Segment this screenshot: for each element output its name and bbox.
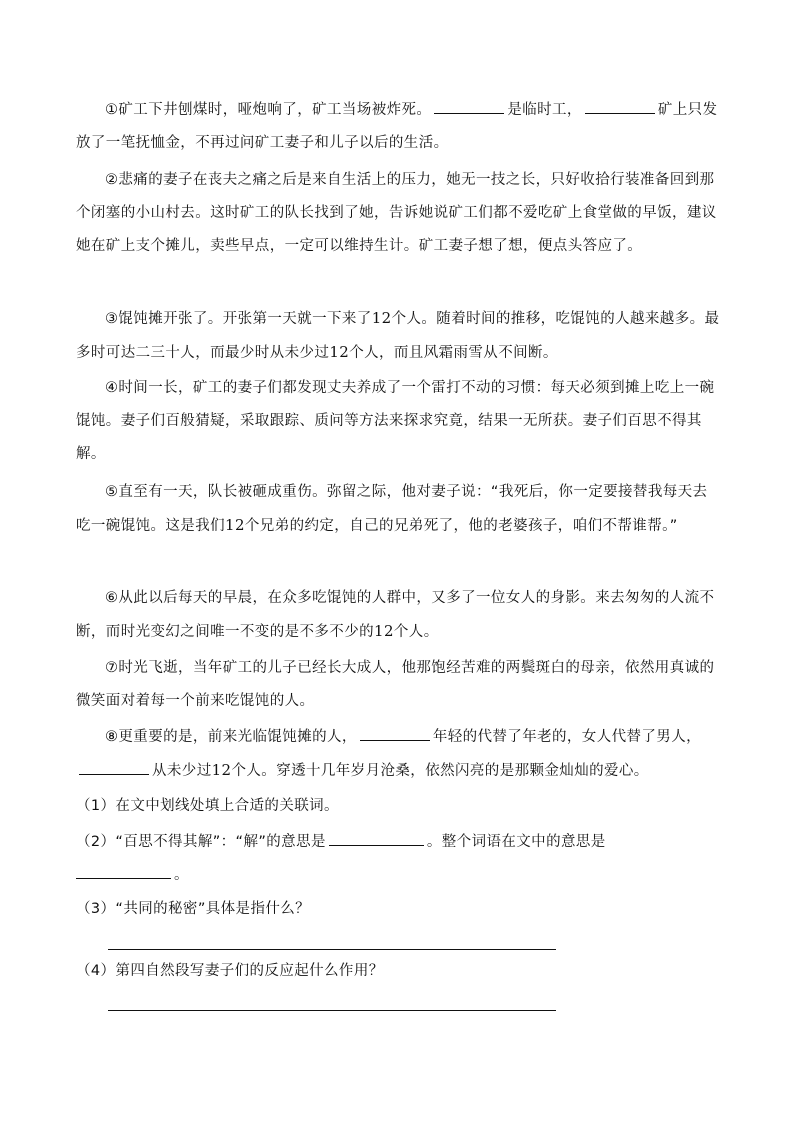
answer-line[interactable] — [108, 1010, 556, 1011]
paragraph-text: 从未少过 — [152, 763, 212, 779]
paragraph-6 — [76, 582, 720, 649]
paragraph-marker: ⑥ — [105, 590, 119, 606]
paragraph-text: 个人，而且风霜雨雪从不间断。 — [349, 345, 558, 361]
paragraph-marker: ⑦ — [105, 660, 119, 676]
paragraph-text: 矿上只发放了一笔抚恤金，不再过问矿工妻子和儿子以后的生活。 — [76, 102, 718, 151]
paragraph-marker: ① — [105, 102, 119, 118]
number: 12 — [329, 343, 350, 361]
paragraph-7 — [76, 652, 720, 718]
question-2 — [76, 826, 720, 892]
paragraph-text: 时光飞逝，当年矿工的儿子已经长大成人，他那饱经苦难的两鬓斑白的母亲，依然用真诚的微笑面对着每一个前来吃馄饨的人。 — [76, 660, 715, 709]
question-4: （4）第四自然段写妻子们的反应起什么作用？ — [76, 963, 384, 979]
fill-in-blank[interactable] — [585, 99, 655, 114]
fill-in-blank[interactable] — [79, 760, 149, 775]
answer-line[interactable] — [108, 949, 556, 950]
paragraph-8 — [76, 721, 720, 788]
paragraph-marker: ⑤ — [105, 484, 119, 500]
paragraph-text: 更重要的是，前来光临馄饨摊的人， — [118, 729, 357, 745]
question-text: 。 — [174, 867, 189, 883]
paragraph-text: 馄饨摊开张了。开张第一天就一下来了 — [118, 311, 372, 327]
paragraph-text: 个兄弟的约定，自己的兄弟死了，他的老婆孩子，咱们不帮谁帮。” — [244, 518, 678, 534]
paragraph-text: 个人。随着时间的推移，吃馄饨的人越来越多。最多时可达二三十人，而最少时从未少过 — [76, 311, 720, 361]
paragraph-2 — [76, 164, 720, 263]
paragraph-text: 时间一长，矿工的妻子们都发现丈夫养成了一个雷打不动的习惯：每天必须到摊上吃上一碗馄饨。妻子们百般猜疑，采取跟踪、质问等方法来探求究竟，结果一无所获。妻子们百思不得其解。 — [76, 380, 715, 462]
paragraph-text: 个人。 — [393, 624, 439, 640]
question-text: 。整个词语在文中的意思是 — [426, 834, 606, 850]
number: 12 — [374, 622, 394, 640]
number: 12 — [371, 309, 392, 327]
paragraph-text: 悲痛的妻子在丧夫之痛之后是来自生活上的压力，她无一技之长，只好收拾行装准备回到那个闭塞的小山村去。这时矿工的队长找到了她，告诉她说矿工们都不爱吃矿上食堂做的早饭，建议她在矿上支个摊儿，卖些早点，一定可以维持生计。矿工妻子想了想，便点头答应了。 — [76, 172, 717, 254]
paragraph-text: 直至有一天，队长被砸成重伤。弥留之际，他对妻子说：“我死后，你一定要接替我每天去吃一碗馄饨。这是我们 — [76, 484, 708, 534]
question-text: （2）“百思不得其解”：“解”的意思是 — [76, 834, 326, 850]
paragraph-text: 从此以后每天的早晨，在众多吃馄饨的人群中，又多了一位女人的身影。来去匆匆的人流不断，而时光变幻之间唯一不变的是不多不少的 — [76, 590, 715, 640]
paragraph-marker: ③ — [105, 311, 119, 327]
question-3: （3）“共同的秘密”具体是指什么？ — [76, 901, 311, 917]
paragraph-marker: ④ — [105, 380, 119, 396]
answer-blank[interactable] — [329, 831, 424, 846]
paragraph-3 — [76, 302, 720, 370]
fill-in-blank[interactable] — [434, 99, 504, 114]
paragraph-5 — [76, 476, 720, 543]
paragraph-marker: ② — [105, 172, 119, 188]
paragraph-text: 个人。穿透十几年岁月沧桑，依然闪亮的是那颗金灿灿的爱心。 — [231, 763, 649, 779]
paragraph-text: 年轻的代替了年老的，女人代替了男人， — [432, 729, 702, 745]
number: 12 — [211, 761, 232, 779]
paragraph-marker: ⑧ — [105, 729, 119, 745]
number: 12 — [225, 516, 245, 534]
question-1: （1）在文中划线处填上合适的关联词。 — [76, 798, 339, 814]
paragraph-1 — [76, 94, 720, 160]
fill-in-blank[interactable] — [360, 726, 430, 741]
paragraph-text: 矿工下井刨煤时，哑炮响了，矿工当场被炸死。 — [118, 102, 432, 118]
paragraph-text: 是临时工， — [507, 102, 582, 118]
paragraph-4 — [76, 372, 720, 471]
answer-blank[interactable] — [76, 864, 171, 879]
